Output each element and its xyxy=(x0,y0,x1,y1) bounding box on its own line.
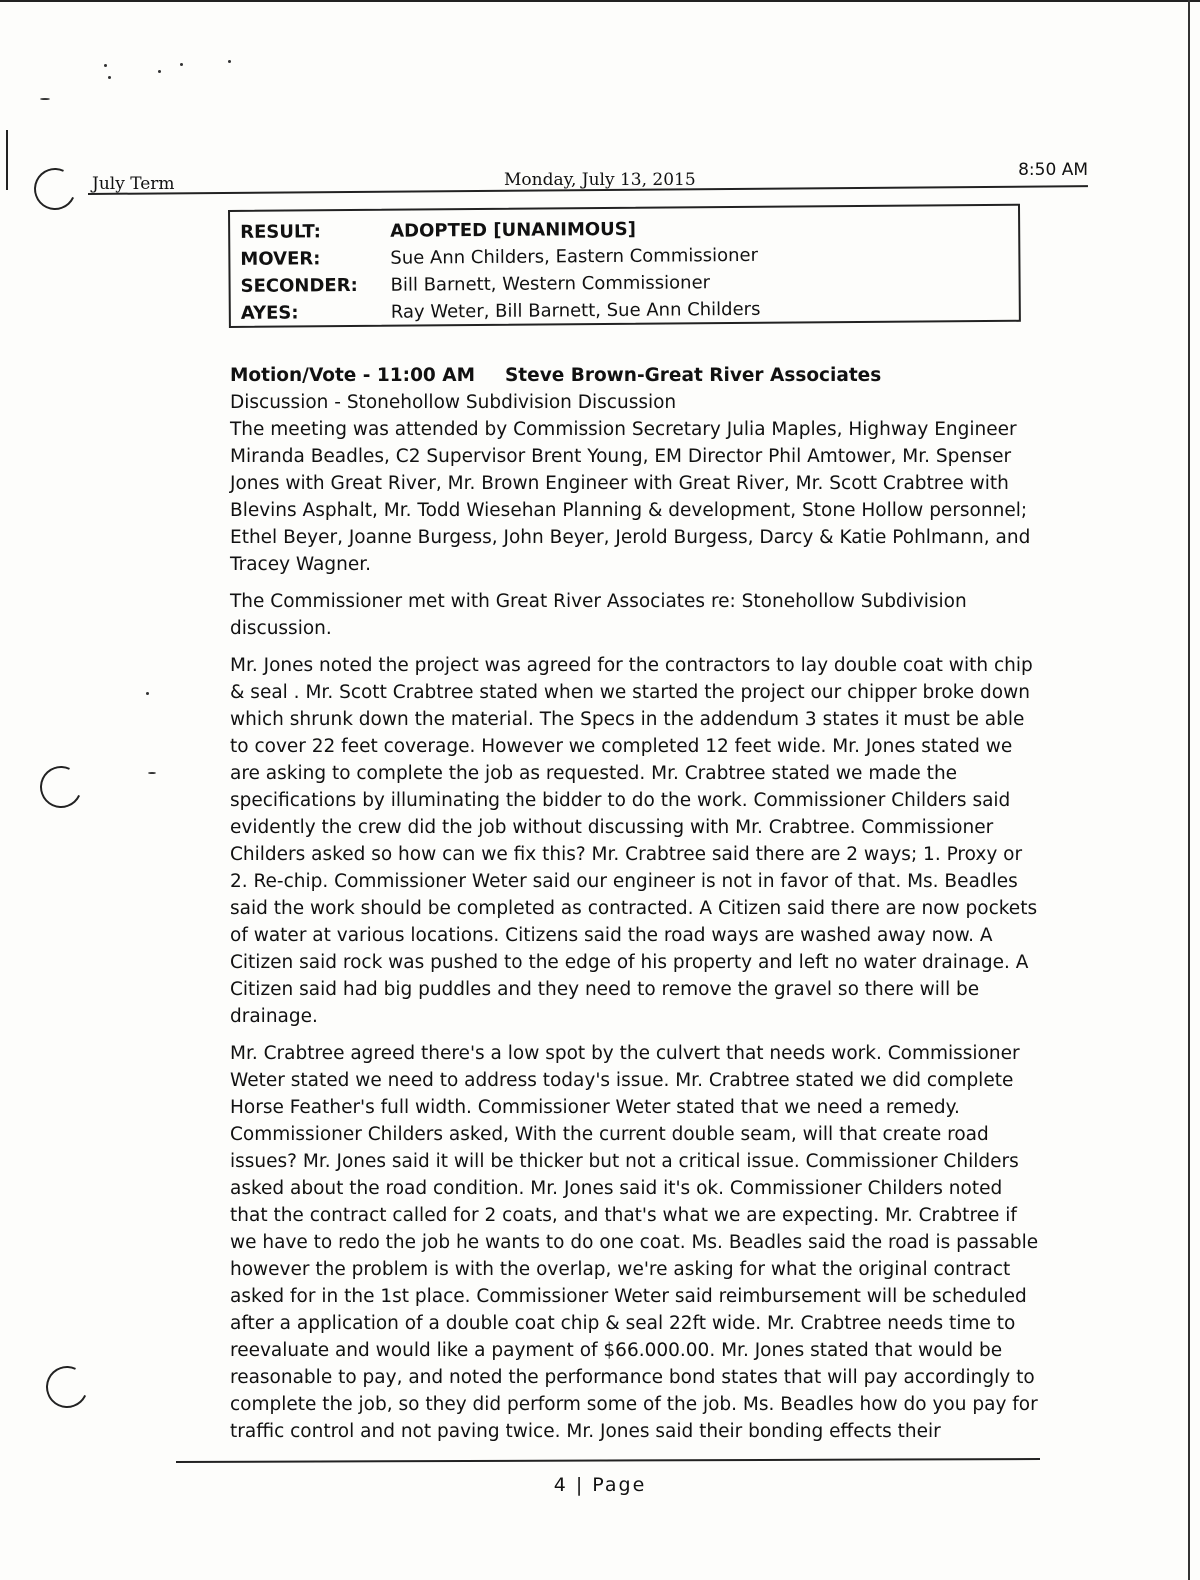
term-label: July Term xyxy=(92,174,175,194)
result-label: RESULT: xyxy=(240,221,321,243)
seconder-value: Bill Barnett, Western Commissioner xyxy=(390,272,711,296)
page-number: 4 | Page xyxy=(553,1474,647,1496)
scan-speck xyxy=(104,64,107,67)
scan-speck xyxy=(180,63,183,66)
mover-label: MOVER: xyxy=(240,248,321,270)
motion-heading xyxy=(230,362,1042,389)
discussion-paragraph: Mr. Crabtree agreed there's a low spot by the culvert that needs work. Commissioner Weter stated we need to address today's issue. Mr. Crabtree stated we did complete Horse Feather's full width. Commissioner Weter stated that we need a remedy. Commissioner Childers asked, With the current double seam, will that create road issues? Mr. Jones said it will be thicker but not a critical issue. Commissioner Childers asked about the road condition. Mr. Jones said it's ok. Commissioner Childers noted that the contract called for 2 coats, and that's what we are expecting. Mr. Crabtree if we have to redo the job he wants to do one coat. Ms. Beadles said the road is passable however the problem is with the overlap, we're asking for what the original contract asked for in the 1st place. Commissioner Weter said reimbursement will be scheduled after a application of a double coat chip & seal 22ft wide. Mr. Crabtree needs time to reevaluate and would like a payment of $66.000.00. Mr. Jones stated that would be reasonable to pay, and noted the performance bond states that will pay accordingly to complete the job, so they did perform some of the job. Ms. Beadles how do you pay for traffic control and not paving twice. Mr. Jones said their bonding effects their xyxy=(230,1043,1039,1442)
attendance-paragraph: The meeting was attended by Commission Secretary Julia Maples, Highway Engineer Miranda Beadles, C2 Supervisor Brent Young, EM Director Phil Amtower, Mr. Spenser Jones with Great River, Mr. Brown Engineer with Great River, Mr. Scott Crabtree with Blevins Asphalt, Mr. Todd Wiesehan Planning & development, Stone Hollow personnel; Ethel Beyer, Joanne Burgess, John Beyer, Jerold Burgess, Darcy & Katie Pohlmann, and Tracey Wagner. xyxy=(230,419,1031,575)
scan-speck xyxy=(158,70,161,73)
scan-speck xyxy=(108,76,111,79)
motion-title: Steve Brown-Great River Associates xyxy=(504,365,882,386)
footer-divider xyxy=(176,1458,1040,1463)
scan-speck xyxy=(40,98,50,100)
punch-hole xyxy=(34,760,88,814)
scan-speck xyxy=(146,692,149,695)
punch-hole xyxy=(40,1360,94,1414)
scan-speck xyxy=(148,772,156,774)
scan-margin-mark xyxy=(6,130,8,190)
punch-hole xyxy=(28,162,82,216)
ayes-value: Ray Weter, Bill Barnett, Sue Ann Childers xyxy=(390,298,761,323)
scan-speck xyxy=(228,60,231,63)
mover-value: Sue Ann Childers, Eastern Commissioner xyxy=(390,244,759,269)
meeting-purpose-paragraph: The Commissioner met with Great River Associates re: Stonehollow Subdivision discussion. xyxy=(230,591,967,639)
discussion-paragraph: Mr. Jones noted the project was agreed for the contractors to lay double coat with chip & seal . Mr. Scott Crabtree stated when we started the project our chipper broke down which shrunk down the material. The Specs in the addendum 3 states it must be able to cover 22 feet coverage. However we completed 12 feet wide. Mr. Jones stated we are asking to complete the job as requested. Mr. Crabtree stated we made the specifications by illuminating the bidder to do the work. Commissioner Childers said evidently the crew did the job without discussing with Mr. Crabtree. Commissioner Childers asked so how can we fix this? Mr. Crabtree said there are 2 ways; 1. Proxy or 2. Re-chip. Commissioner Weter said our engineer is not in favor of that. Ms. Beadles said the work should be completed as contracted. A Citizen said there are now pockets of water at various locations. Citizens said the road ways are washed away now. A Citizen said rock was pushed to the edge of his property and left no water drainage. A Citizen said had big puddles and they need to remove the gravel so there will be drainage. xyxy=(230,655,1038,1027)
vote-result-box xyxy=(228,204,1021,328)
meeting-time: 8:50 AM xyxy=(1018,160,1088,180)
minutes-body xyxy=(230,362,1042,1455)
result-value: ADOPTED [UNANIMOUS] xyxy=(390,218,637,242)
scan-edge-top xyxy=(0,0,1200,2)
ayes-label: AYES: xyxy=(240,302,299,324)
seconder-label: SECONDER: xyxy=(240,274,358,297)
discussion-line: Discussion - Stonehollow Subdivision Discussion xyxy=(230,392,677,413)
motion-label: Motion/Vote - xyxy=(230,365,371,386)
scan-edge-right xyxy=(1188,0,1190,1580)
motion-time: 11:00 AM xyxy=(376,365,475,386)
meeting-date: Monday, July 13, 2015 xyxy=(504,170,696,190)
